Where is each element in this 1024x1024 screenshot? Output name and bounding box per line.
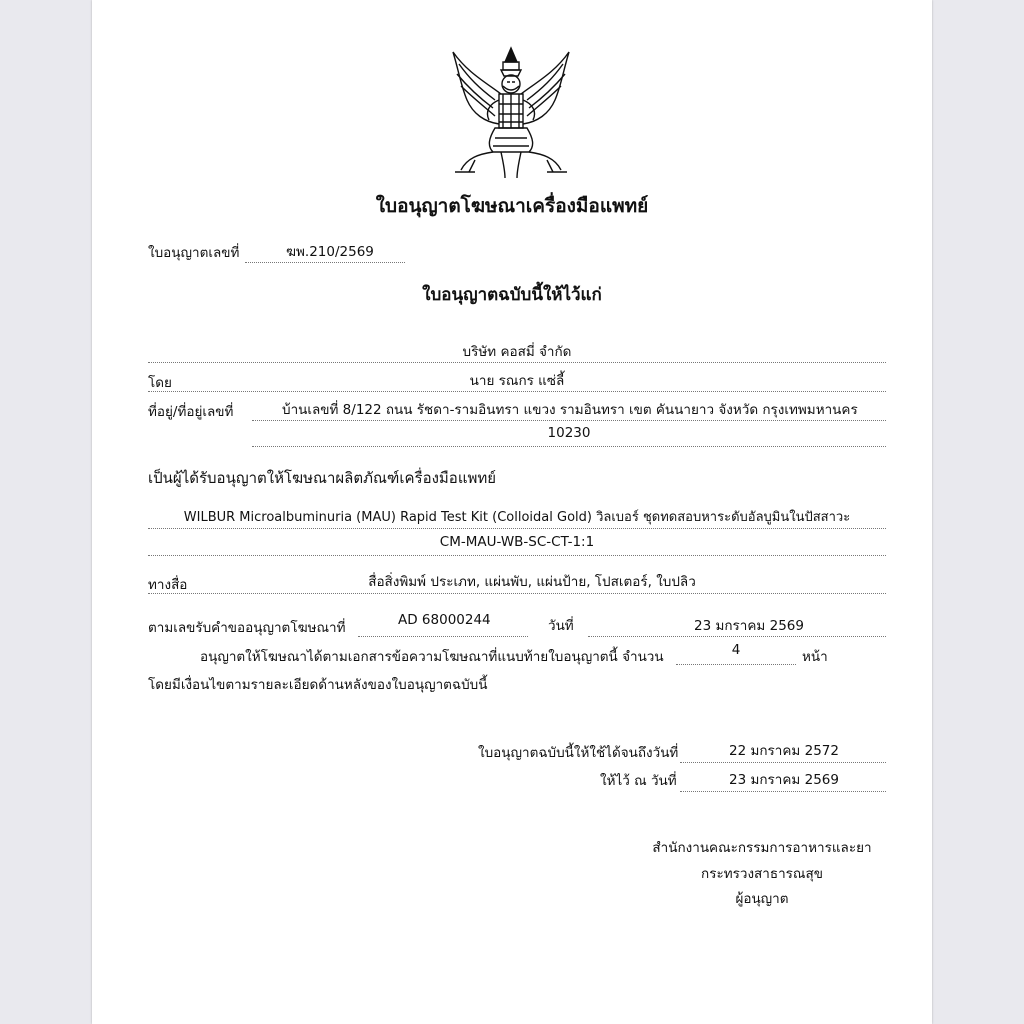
application-date-label: วันที่ <box>548 618 574 634</box>
media-label: ทางสื่อ <box>148 577 188 593</box>
license-document <box>92 0 932 1024</box>
garuda-emblem <box>445 42 577 182</box>
application-number: AD 68000244 <box>398 612 491 628</box>
dotted-line <box>252 420 886 421</box>
dotted-line <box>148 391 886 392</box>
valid-until-label: ใบอนุญาตฉบับนี้ให้ใช้ได้จนถึงวันที่ <box>478 745 679 761</box>
product-name: WILBUR Microalbuminuria (MAU) Rapid Test Kit (Colloidal Gold) วิลเบอร์ ชุดทดสอบหาระดับอัลบูมินในปัสสาวะ <box>183 510 851 525</box>
product-heading: เป็นผู้ได้รับอนุญาตให้โฆษณาผลิตภัณฑ์เครื่องมือแพทย์ <box>148 469 497 487</box>
dotted-line <box>358 636 528 637</box>
dotted-line <box>680 791 886 792</box>
license-number-value: ฆพ.210/2569 <box>286 244 374 260</box>
permission-text: อนุญาตให้โฆษณาได้ตามเอกสารข้อความโฆษณาที่แนบท้ายใบอนุญาตนี้ จำนวน <box>200 649 664 665</box>
application-date: 23 มกราคม 2569 <box>694 618 804 634</box>
dotted-line <box>148 555 886 556</box>
dotted-line <box>245 262 405 263</box>
product-code: CM-MAU-WB-SC-CT-1:1 <box>439 534 595 550</box>
by-label: โดย <box>148 375 172 391</box>
issued-date-label: ให้ไว้ ณ วันที่ <box>600 773 677 789</box>
dotted-line <box>148 362 886 363</box>
license-number-label: ใบอนุญาตเลขที่ <box>148 245 240 261</box>
valid-until-date: 22 มกราคม 2572 <box>729 743 839 759</box>
representative-name: นาย รณกร แซ่ลี้ <box>469 373 565 389</box>
application-label: ตามเลขรับคำขออนุญาตโฆษณาที่ <box>148 620 346 636</box>
dotted-line <box>676 664 796 665</box>
page-unit: หน้า <box>802 649 828 665</box>
authority-ministry: กระทรวงสาธารณสุข <box>701 866 823 882</box>
document-title: ใบอนุญาตโฆษณาเครื่องมือแพทย์ <box>375 195 649 217</box>
media-value: สื่อสิ่งพิมพ์ ประเภท, แผ่นพับ, แผ่นป้าย, โปสเตอร์, ใบปลิว <box>368 574 696 590</box>
address-label: ที่อยู่/ที่อยู่เลขที่ <box>148 404 234 420</box>
authority-office: สำนักงานคณะกรรมการอาหารและยา <box>652 840 872 856</box>
issued-to-heading: ใบอนุญาตฉบับนี้ให้ไว้แก่ <box>422 285 602 305</box>
authority-role: ผู้อนุญาต <box>735 891 789 907</box>
address-line-2: 10230 <box>547 425 591 441</box>
conditions-text: โดยมีเงื่อนไขตามรายละเอียดด้านหลังของใบอนุญาตฉบับนี้ <box>148 677 488 693</box>
page-count: 4 <box>731 642 741 658</box>
dotted-line <box>252 446 886 447</box>
dotted-line <box>588 636 886 637</box>
address-line-1: บ้านเลขที่ 8/122 ถนน รัชดา-รามอินทรา แขวง รามอินทรา เขต คันนายาว จังหวัด กรุงเทพมหานคร <box>282 402 858 418</box>
dotted-line <box>148 593 886 594</box>
dotted-line <box>148 528 886 529</box>
company-name: บริษัท คอสมี่ จำกัด <box>462 344 572 360</box>
dotted-line <box>680 762 886 763</box>
issued-date: 23 มกราคม 2569 <box>729 772 839 788</box>
